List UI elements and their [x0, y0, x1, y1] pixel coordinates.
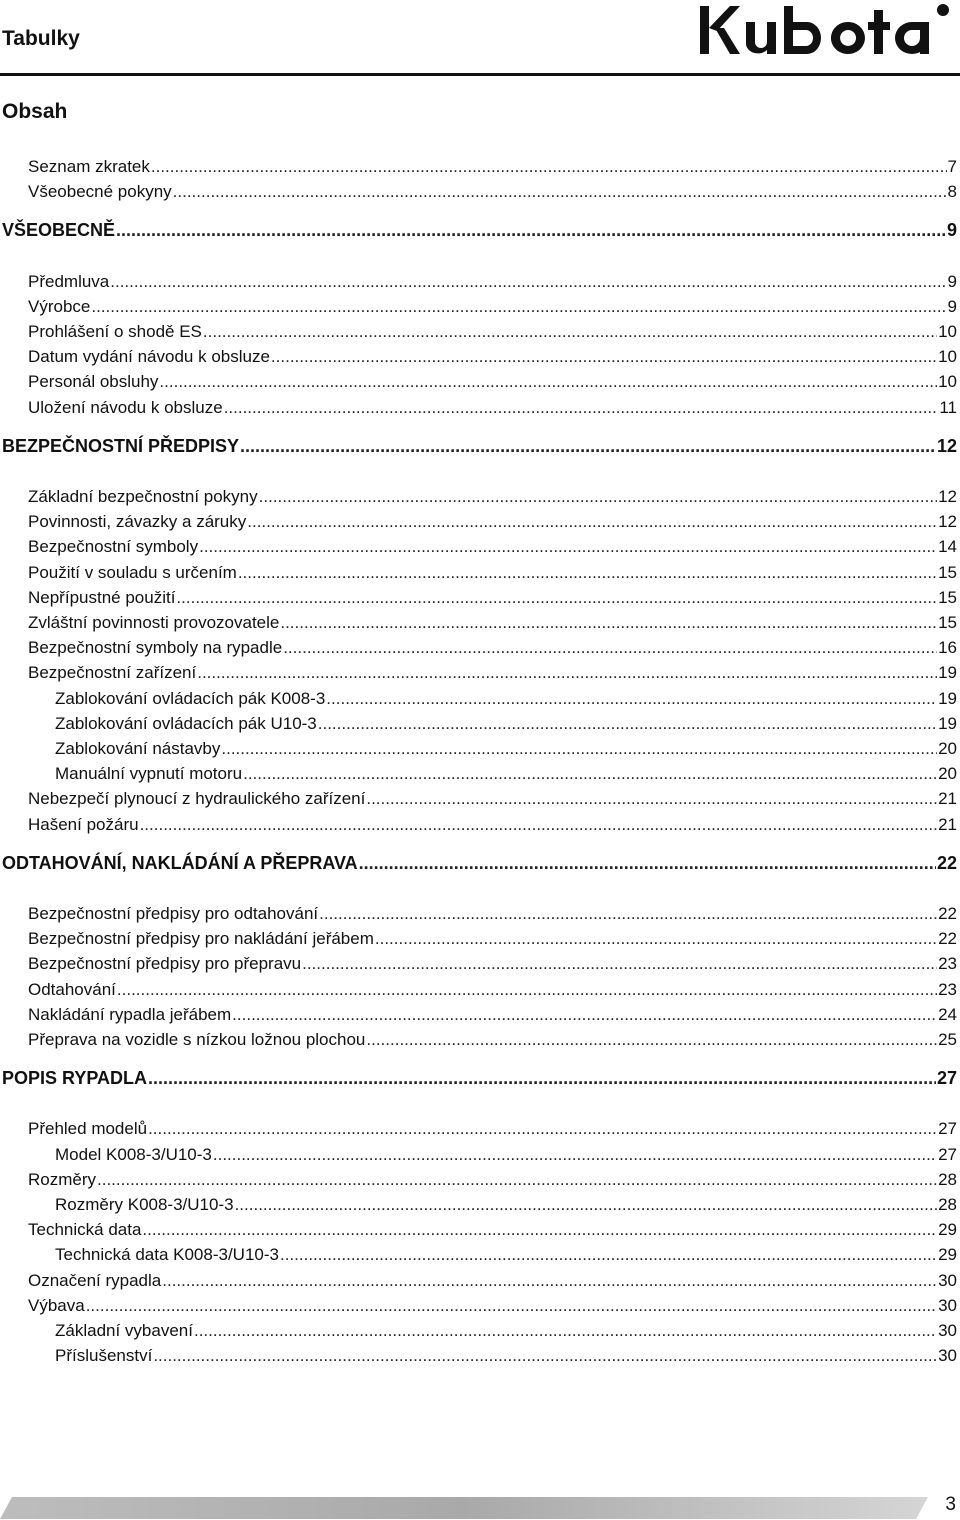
toc-dot-leader: [159, 370, 937, 394]
toc-entry-title: Povinnosti, závazky a záruky: [28, 512, 247, 532]
toc-entry-title: BEZPEČNOSTNÍ PŘEDPISY: [2, 435, 240, 456]
toc-entry-page: 19: [938, 663, 957, 683]
toc-entry-page: 27: [938, 1119, 957, 1139]
toc-dot-leader: [283, 636, 937, 660]
toc-dot-leader: [148, 1117, 937, 1141]
toc-entry-page: 23: [938, 979, 957, 999]
toc-dot-leader: [238, 561, 937, 585]
toc-entry-title: Zablokování nástavby: [55, 739, 221, 758]
toc-entry-title: Rozměry K008-3/U10-3: [55, 1195, 234, 1214]
toc-dot-leader: [142, 1218, 937, 1242]
toc-dot-leader: [117, 978, 937, 1002]
toc-entry-page: 22: [938, 904, 957, 923]
toc-dot-leader: [318, 712, 937, 736]
toc-entry-title: Zvláštní povinnosti provozovatele: [28, 613, 280, 632]
toc-entry[interactable]: [28, 611, 957, 635]
toc-entry-title: Bezpečnostní symboly na rypadle: [28, 638, 283, 658]
toc-entry[interactable]: [28, 180, 957, 204]
toc-entry[interactable]: [28, 661, 957, 685]
toc-entry[interactable]: [28, 295, 957, 319]
toc-section-entry[interactable]: [2, 1066, 957, 1090]
toc-entry-page: 10: [938, 347, 957, 367]
toc-entry-page: 11: [939, 397, 957, 417]
toc-entry-title: Přeprava na vozidle s nízkou ložnou plochou: [28, 1030, 366, 1049]
toc-entry[interactable]: [28, 1294, 957, 1318]
toc-entry-page: 27: [936, 1068, 957, 1089]
toc-entry-title: Nepřípustné použití: [28, 587, 176, 607]
toc-entry-title: VŠEOBECNĚ: [2, 220, 116, 241]
toc-dot-leader: [176, 586, 937, 610]
toc-dot-leader: [194, 1319, 937, 1343]
toc-entry[interactable]: [55, 737, 957, 761]
toc-entry-title: Odtahování: [28, 979, 116, 999]
footer-decorative-bar: [0, 1497, 928, 1519]
toc-dot-leader: [240, 434, 936, 458]
toc-entry-title: Manuální vypnutí motoru: [55, 764, 243, 784]
toc-entry-page: 23: [938, 954, 957, 974]
toc-entry-title: Základní bezpečnostní pokyny: [28, 487, 258, 506]
toc-entry-page: 30: [938, 1295, 957, 1315]
toc-entry-title: Bezpečnostní zařízení: [28, 663, 197, 683]
toc-entry-title: Bezpečnostní předpisy pro odtahování: [28, 904, 319, 923]
toc-entry-page: 22: [938, 929, 957, 949]
toc-dot-leader: [232, 1003, 937, 1027]
toc-entry-title: Označení rypadla: [28, 1270, 162, 1290]
toc-dot-leader: [110, 270, 946, 294]
toc-dot-leader: [173, 180, 947, 204]
toc-entry-page: 16: [938, 638, 957, 658]
toc-entry-title: Model K008-3/U10-3: [55, 1144, 212, 1164]
toc-entry-page: 9: [947, 271, 957, 291]
toc-dot-leader: [280, 611, 937, 635]
toc-entry[interactable]: [28, 396, 957, 420]
toc-dot-leader: [280, 1243, 937, 1267]
toc-entry[interactable]: [28, 561, 957, 585]
page-header-title: Tabulky: [2, 27, 80, 50]
toc-dot-leader: [91, 295, 946, 319]
toc-dot-leader: [224, 396, 939, 420]
toc-entry-page: 22: [936, 852, 957, 873]
toc-entry-page: 7: [947, 157, 957, 176]
toc-entry[interactable]: [28, 1168, 957, 1192]
toc-entry-page: 29: [938, 1245, 957, 1265]
toc-entry-title: Rozměry: [28, 1169, 97, 1189]
toc-entry[interactable]: [55, 1243, 957, 1267]
toc-entry-title: Bezpečnostní symboly: [28, 537, 199, 557]
toc-section-entry[interactable]: [2, 434, 957, 458]
toc-entry[interactable]: [28, 813, 957, 837]
toc-entry[interactable]: [28, 320, 957, 344]
toc-entry-page: 29: [938, 1220, 957, 1240]
toc-entry[interactable]: [28, 535, 957, 559]
toc-dot-leader: [213, 1143, 937, 1167]
toc-entry-title: Bezpečnostní předpisy pro nakládání jeřábem: [28, 929, 374, 949]
toc-dot-leader: [359, 851, 936, 875]
toc-entry[interactable]: [28, 370, 957, 394]
toc-entry-title: Nebezpečí plynoucí z hydraulického zařízení: [28, 789, 366, 809]
toc-entry-title: Nakládání rypadla jeřábem: [28, 1004, 232, 1024]
toc-entry-title: Seznam zkratek: [28, 157, 150, 176]
toc-dot-leader: [319, 902, 937, 926]
toc-dot-leader: [375, 927, 937, 951]
toc-entry-page: 28: [938, 1169, 957, 1189]
toc-entry-page: 14: [938, 537, 957, 557]
toc-entry-page: 12: [938, 512, 957, 532]
toc-entry[interactable]: [28, 978, 957, 1002]
toc-dot-leader: [86, 1294, 937, 1318]
toc-entry[interactable]: [28, 952, 957, 976]
toc-dot-leader: [148, 1066, 936, 1090]
toc-entry-page: 19: [938, 688, 957, 708]
toc-dot-leader: [197, 661, 937, 685]
toc-entry-title: Všeobecné pokyny: [28, 182, 172, 202]
toc-entry[interactable]: [28, 345, 957, 369]
toc-entry-title: POPIS RYPADLA: [2, 1068, 148, 1089]
toc-entry-page: 21: [938, 789, 957, 809]
toc-entry[interactable]: [55, 1193, 957, 1217]
toc-entry-page: 10: [938, 322, 957, 341]
toc-entry-page: 20: [938, 739, 957, 758]
toc-entry-page: 25: [938, 1030, 957, 1049]
toc-entry-page: 12: [936, 435, 957, 456]
toc-entry-page: 15: [938, 613, 957, 632]
toc-entry-page: 9: [947, 296, 957, 316]
toc-dot-leader: [140, 813, 938, 837]
toc-dot-leader: [221, 737, 937, 761]
toc-dot-leader: [235, 1193, 938, 1217]
toc-entry-title: Použití v souladu s určením: [28, 562, 237, 582]
toc-entry[interactable]: [28, 485, 957, 509]
toc-entry-page: 30: [938, 1270, 957, 1290]
toc-entry[interactable]: [55, 1143, 957, 1167]
toc-entry-title: Výrobce: [28, 296, 91, 316]
toc-dot-leader: [366, 787, 937, 811]
toc-heading: Obsah: [2, 100, 68, 123]
toc-entry-title: Personál obsluhy: [28, 372, 159, 392]
toc-entry-title: Výbava: [28, 1295, 85, 1315]
toc-entry[interactable]: [28, 1269, 957, 1293]
toc-dot-leader: [247, 510, 937, 534]
toc-section-entry[interactable]: [2, 851, 957, 875]
toc-entry-page: 20: [938, 764, 957, 784]
toc-dot-leader: [116, 218, 946, 242]
toc-entry-page: 21: [938, 814, 957, 834]
toc-entry[interactable]: [28, 586, 957, 610]
toc-entry[interactable]: [55, 712, 957, 736]
toc-entry-page: 15: [938, 562, 957, 582]
toc-entry-title: Technická data K008-3/U10-3: [55, 1245, 279, 1265]
toc-dot-leader: [302, 952, 937, 976]
toc-entry-title: Základní vybavení: [55, 1321, 193, 1340]
toc-entry-title: ODTAHOVÁNÍ, NAKLÁDÁNÍ A PŘEPRAVA: [2, 852, 358, 873]
toc-dot-leader: [326, 687, 937, 711]
toc-dot-leader: [199, 535, 937, 559]
toc-entry[interactable]: [55, 762, 957, 786]
toc-entry-title: Prohlášení o shodě ES: [28, 322, 202, 341]
toc-entry-page: 15: [938, 587, 957, 607]
toc-dot-leader: [271, 345, 937, 369]
toc-entry-title: Uložení návodu k obsluze: [28, 397, 223, 417]
toc-entry-page: 30: [938, 1321, 957, 1340]
toc-entry-title: Příslušenství: [55, 1346, 153, 1366]
toc-entry[interactable]: [55, 687, 957, 711]
toc-section-entry[interactable]: [2, 218, 957, 242]
toc-entry[interactable]: [28, 1003, 957, 1027]
toc-dot-leader: [243, 762, 937, 786]
toc-dot-leader: [97, 1168, 937, 1192]
toc-entry[interactable]: [28, 1117, 957, 1141]
toc-dot-leader: [153, 1344, 937, 1368]
toc-entry-page: 8: [947, 182, 957, 202]
toc-entry-page: 9: [946, 220, 957, 241]
toc-entry[interactable]: [28, 510, 957, 534]
toc-entry[interactable]: [28, 1028, 957, 1052]
toc-entry[interactable]: [55, 1344, 957, 1368]
toc-entry[interactable]: [28, 1218, 957, 1242]
page-number: 3: [945, 1494, 956, 1515]
toc-entry-page: 10: [938, 372, 957, 392]
toc-entry-page: 28: [938, 1195, 957, 1214]
toc-entry-page: 12: [938, 487, 957, 506]
toc-dot-leader: [203, 320, 937, 344]
toc-entry-title: Datum vydání návodu k obsluze: [28, 347, 270, 367]
toc-entry-title: Technická data: [28, 1220, 142, 1240]
toc-entry[interactable]: [28, 270, 957, 294]
toc-entry-page: 24: [938, 1004, 957, 1024]
toc-entry-title: Přehled modelů: [28, 1119, 148, 1139]
toc-dot-leader: [366, 1028, 937, 1052]
toc-dot-leader: [259, 485, 937, 509]
toc-entry-page: 30: [938, 1346, 957, 1366]
toc-entry[interactable]: [28, 902, 957, 926]
toc-entry-title: Zablokování ovládacích pák U10-3: [55, 713, 317, 733]
toc-entry-title: Hašení požáru: [28, 814, 139, 834]
toc-dot-leader: [162, 1269, 937, 1293]
toc-entry-page: 19: [938, 713, 957, 733]
toc-entry-title: Předmluva: [28, 271, 110, 291]
toc-entry[interactable]: [28, 927, 957, 951]
toc-entry[interactable]: [28, 787, 957, 811]
toc-entry-title: Zablokování ovládacích pák K008-3: [55, 688, 326, 708]
toc-dot-leader: [151, 155, 947, 179]
toc-entry-page: 27: [938, 1144, 957, 1164]
toc-entry-title: Bezpečnostní předpisy pro přepravu: [28, 954, 302, 974]
toc-entry[interactable]: [28, 155, 957, 179]
toc-entry[interactable]: [28, 636, 957, 660]
toc-entry[interactable]: [55, 1319, 957, 1343]
